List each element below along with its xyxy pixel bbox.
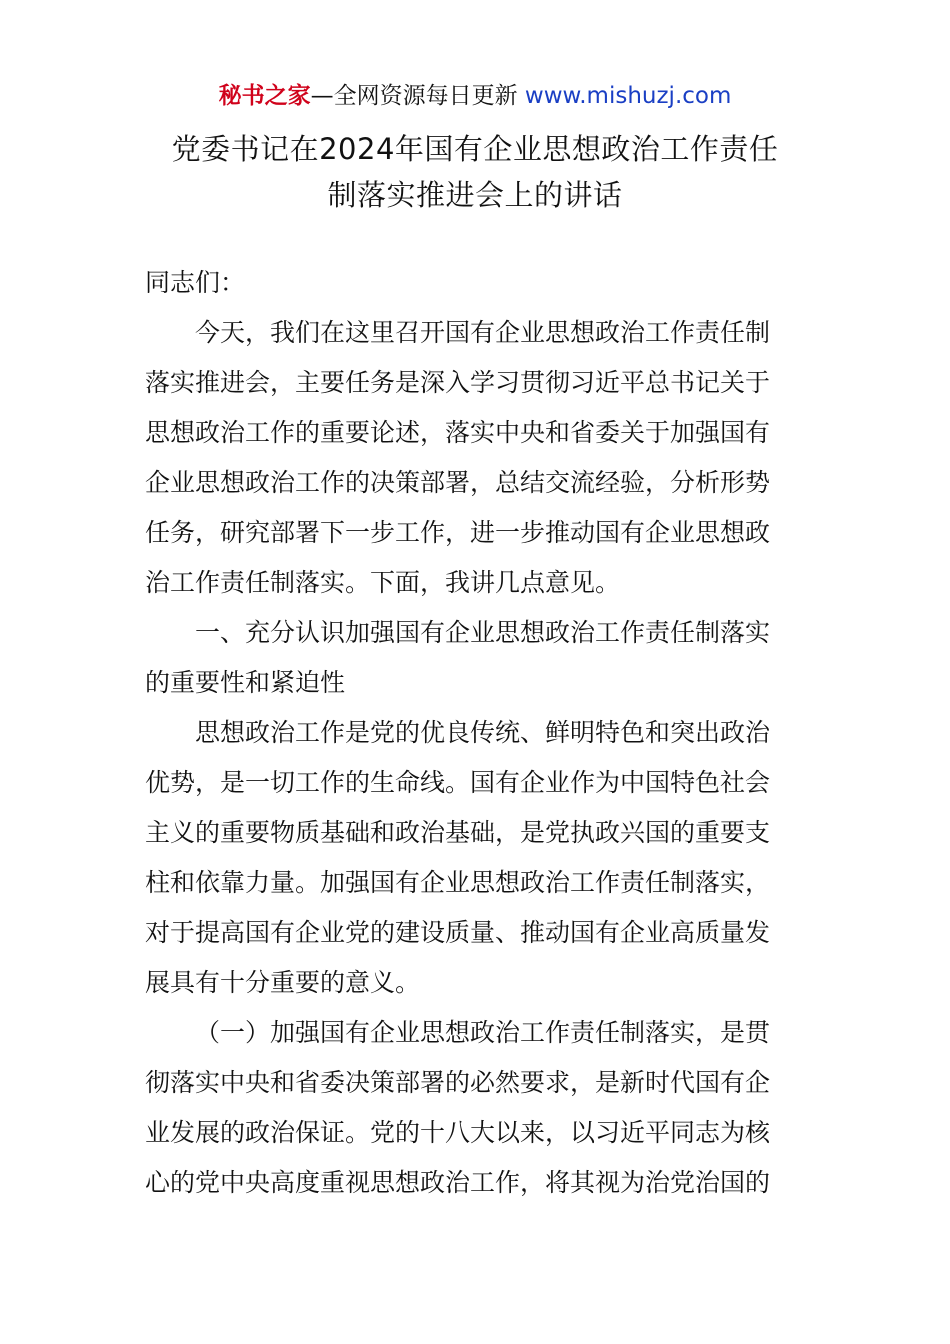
site-url-link[interactable]: www.mishuzj.com — [524, 83, 732, 109]
document-title — [90, 126, 860, 218]
site-brand: 秘书之家 — [218, 83, 311, 109]
paragraph-line: 心的党中央高度重视思想政治工作，将其视为治党治国的 — [145, 1168, 771, 1197]
paragraph-line: 彻落实中央和省委决策部署的必然要求，是新时代国有企 — [145, 1068, 771, 1097]
site-header — [0, 80, 950, 112]
salutation: 同志们： — [145, 268, 246, 297]
paragraph-line: 业发展的政治保证。党的十八大以来，以习近平同志为核 — [145, 1118, 771, 1147]
paragraph-line: 对于提高国有企业党的建设质量、推动国有企业高质量发 — [145, 918, 771, 947]
paragraph-line: 主义的重要物质基础和政治基础，是党执政兴国的重要支 — [145, 818, 771, 847]
paragraph-line: 展具有十分重要的意义。 — [145, 968, 421, 997]
document-body — [145, 258, 825, 1208]
paragraph-line: 优势，是一切工作的生命线。国有企业作为中国特色社会 — [145, 768, 771, 797]
paragraph-line: 今天，我们在这里召开国有企业思想政治工作责任制 — [195, 318, 771, 347]
title-line-1: 党委书记在2024年国有企业思想政治工作责任 — [171, 132, 779, 166]
section-heading-line: 一、充分认识加强国有企业思想政治工作责任制落实 — [195, 618, 771, 647]
paragraph-line: 治工作责任制落实。下面，我讲几点意见。 — [145, 568, 621, 597]
section-heading-line: 的重要性和紧迫性 — [145, 668, 346, 697]
title-line-2: 制落实推进会上的讲话 — [327, 178, 623, 212]
paragraph-line: （一）加强国有企业思想政治工作责任制落实，是贯 — [195, 1018, 771, 1047]
paragraph-line: 落实推进会，主要任务是深入学习贯彻习近平总书记关于 — [145, 368, 771, 397]
paragraph-line: 柱和依靠力量。加强国有企业思想政治工作责任制落实， — [145, 868, 771, 897]
paragraph-line: 企业思想政治工作的决策部署，总结交流经验，分析形势 — [145, 468, 771, 497]
header-tagline: 全网资源每日更新 — [333, 83, 525, 109]
paragraph-line: 思想政治工作是党的优良传统、鲜明特色和突出政治 — [195, 718, 771, 747]
paragraph-line: 思想政治工作的重要论述，落实中央和省委关于加强国有 — [145, 418, 771, 447]
header-dash: — — [310, 83, 334, 109]
paragraph-line: 任务，研究部署下一步工作，进一步推动国有企业思想政 — [145, 518, 771, 547]
